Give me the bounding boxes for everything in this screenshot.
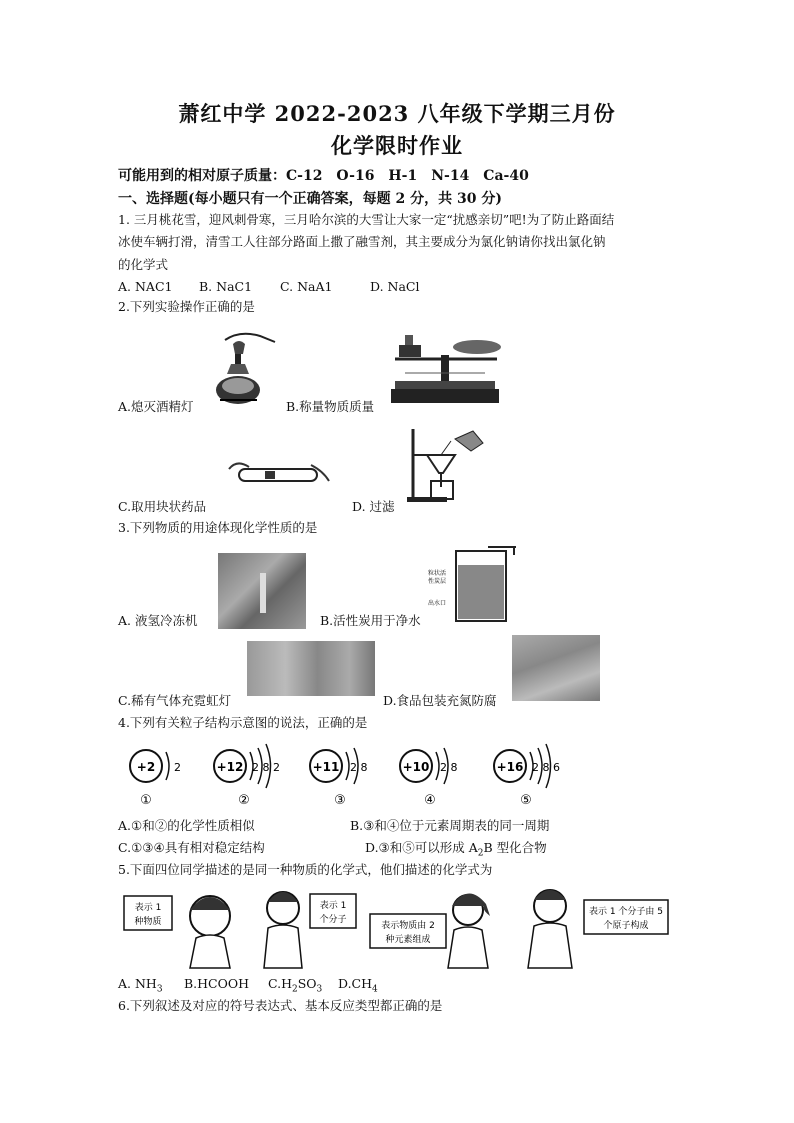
q4-option-d: D.③和⑤可以形成 $A_2B$ 型化合物 [365,840,547,859]
test-tube-figure [225,455,335,495]
page-title: 萧红中学 2022-2023 八年级下学期三月份 [178,101,616,126]
q4-stem: 4.下列有关粒子结构示意图的说法，正确的是 [118,715,368,730]
q4-option-c: C.①③④具有相对稳定结构 [118,840,265,855]
balance-scale-figure [385,325,505,410]
bubble-2-line1: 表示 1 [319,901,347,911]
bubble-1-line2: 种物质 [134,917,162,927]
q2-option-d: D. 过滤 [352,499,395,514]
particle-3-nucleus: +11 [312,760,340,774]
q3-option-d: D.食品包装充氮防腐 [383,693,497,708]
food-packaging-photo [512,635,600,701]
page-subtitle: 化学限时作业 [331,133,463,158]
q3-stem: 3.下列物质的用途体现化学性质的是 [118,520,318,535]
bubble-4-line1: 表示 1 个分子由 5 [588,907,664,917]
q1-option-b: B. NaC1 [199,279,253,294]
bubble-3-line1: 表示物质由 2 [381,921,435,931]
q3-option-a: A. 液氢冷冻机 [118,613,198,628]
q1-option-d: D. NaCl [370,279,420,294]
liquid-hydrogen-photo [218,553,306,629]
particle-2-label: ② [238,793,250,808]
q2-option-c: C.取用块状药品 [118,499,207,514]
particle-5-electrons: 2 8 6 [532,761,560,774]
q5-option-d: $D.CH_4$ [338,976,378,995]
activated-carbon-filter-figure [428,545,518,625]
q4-option-a: A.①和②的化学性质相似 [118,818,255,833]
particle-4-electrons: 2 8 [440,761,458,774]
bubble-4-line2: 个原子构成 [603,921,649,931]
alcohol-lamp-figure [205,330,285,415]
particle-4-label: ④ [424,793,436,808]
filter-label-3: 出水口 [428,600,447,607]
particle-3-electrons: 2 8 [350,761,368,774]
bubble-3-line2: 种元素组成 [385,935,431,945]
filter-label-1: 粒状活 [428,570,447,577]
particle-5 [494,744,560,808]
neon-light-photo [247,641,375,696]
particle-1-electrons: 2 [174,761,181,774]
q5-option-c: $C.H_2SO_3$ [268,976,323,995]
particle-5-nucleus: +16 [496,760,524,774]
particle-1-label: ① [140,793,152,808]
q5-stem: 5.下面四位同学描述的是同一种物质的化学式，他们描述的化学式为 [118,862,493,877]
atomic-masses: 可能用到的相对原子质量：C-12 O-16 H-1 N-14 Ca-40 [118,168,529,184]
particle-3-label: ③ [334,793,346,808]
section-heading: 一、选择题(每小题只有一个正确答案，每题 2 分，共 30 分) [118,191,502,207]
q4-option-b: B.③和④位于元素周期表的同一周期 [350,818,550,833]
particle-5-label: ⑤ [520,793,532,808]
bubble-1-line1: 表示 1 [134,903,162,913]
q1-stem-line2: 冰使车辆打滑，清雪工人往部分路面上撒了融雪剂，其主要成分为氯化钠请你找出氯化钠 [118,234,606,249]
q1-stem-line3: 的化学式 [118,257,169,272]
particle-1 [130,750,181,808]
q3-option-b: B.活性炭用于净水 [320,613,421,628]
q2-stem: 2.下列实验操作正确的是 [118,299,255,314]
q2-option-b: B.称量物质质量 [286,399,375,414]
q1-option-a: A. NAC1 [118,279,173,294]
particle-4-nucleus: +10 [402,760,430,774]
q5-option-b: B.HCOOH [184,976,250,991]
q6-stem: 6.下列叙述及对应的符号表达式、基本反应类型都正确的是 [118,998,443,1013]
q3-option-c: C.稀有气体充霓虹灯 [118,693,232,708]
students-figure [118,880,678,970]
particle-2-nucleus: +12 [216,760,244,774]
particle-diagrams [118,740,598,815]
particle-4 [400,748,458,808]
particle-2-electrons: 2 8 2 [252,761,280,774]
q1-option-c: C. NaA1 [280,279,333,294]
q1-stem-line1: 1. 三月桃花雪，迎风刺骨寒，三月哈尔滨的大雪让大家一定“扰感亲切”吧!为了防止路面结 [118,212,615,227]
particle-2 [214,744,280,808]
filter-label-2: 性炭层 [428,578,447,585]
particle-3 [310,748,368,808]
filtration-figure [405,425,490,505]
q5-option-a: A. $NH_3$ [118,976,163,995]
q2-option-a: A.熄灭酒精灯 [118,399,194,414]
bubble-2-line2: 个分子 [319,915,347,925]
particle-1-nucleus: +2 [136,760,156,774]
